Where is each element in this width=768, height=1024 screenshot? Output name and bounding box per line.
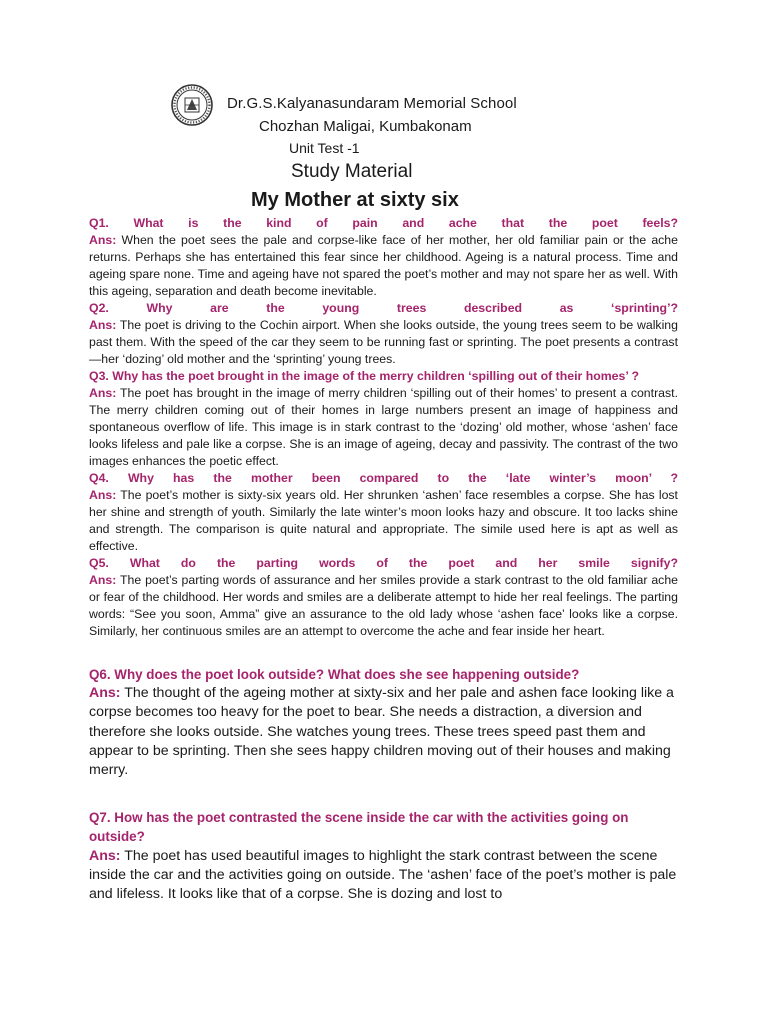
test-name: Unit Test -1 — [289, 140, 360, 156]
question-5: Q5. What do the parting words of the poet and her smile signify? — [89, 556, 678, 570]
school-address: Chozhan Maligai, Kumbakonam — [259, 118, 472, 135]
question-1: Q1. What is the kind of pain and ache that the poet feels? — [89, 216, 678, 230]
question-3: Q3. Why has the poet brought in the image of the merry children ‘spilling out of their homes’ ? — [89, 369, 639, 383]
answer-label: Ans: — [89, 488, 117, 502]
subtitle: Study Material — [291, 161, 413, 182]
answer-7 — [89, 847, 678, 905]
answer-text: The poet has used beautiful images to highlight the stark contrast between the scene inside the car and the activities going on outside. The ‘ashen’ face of the poet’s mother is pale and lifeless. It looks like that of a corpse. She is dozing and lost to — [89, 847, 677, 903]
answer-text: The poet is driving to the Cochin airport. When she looks outside, the young trees seem to be walking past them. With the speed of the car they seem to be running fast or sprinting. The poet presents a contrast—her ‘dozing’ old mother and the ‘sprinting’ young trees. — [89, 318, 678, 366]
answer-6 — [89, 684, 678, 780]
answer-text: The poet’s parting words of assurance and her smiles provide a stark contrast to the old familiar ache or fear of the childhood. Her words and smiles are a deliberate attempt to hide her real feelings. The parting words: “See you soon, Amma” give an assurance to the old lady whose ‘ashen face’ looks like a corpse. Similarly, her continuous smiles are an attempt to overcome the ache and fear inside her heart. — [89, 573, 678, 638]
answer-label: Ans: — [89, 573, 117, 587]
answer-label: Ans: — [89, 233, 117, 247]
answer-5 — [89, 572, 678, 640]
answer-label: Ans: — [89, 685, 121, 702]
answer-text: The poet has brought in the image of merry children ‘spilling out of their homes’ to present a contrast. The merry children coming out of their homes in large numbers present an image of happiness and spontaneous overflow of life. This image is in stark contrast to the ‘dozing’ old mother, whose ‘ashen’ face looks lifeless and pale like a corpse. She is an image of ageing, decay and passivity. The contrast of the two images enhances the poetic effect. — [89, 386, 678, 468]
answer-4 — [89, 487, 678, 555]
question-6: Q6. Why does the poet look outside? What does she see happening outside? — [89, 667, 580, 682]
answer-text: The poet’s mother is sixty-six years old. Her shrunken ‘ashen’ face resembles a corpse. She has lost her shine and strength of youth. Similarly the late winter’s moon looks hazy and obscure. It too lacks shine and strength. The comparison is quite natural and appropriate. The simile used here is apt as well as effective. — [89, 488, 678, 553]
questions-short-block — [89, 215, 678, 640]
answer-2 — [89, 317, 678, 368]
answer-label: Ans: — [89, 847, 121, 864]
answer-text: When the poet sees the pale and corpse-like face of her mother, her old familiar pain or the ache returns. Perhaps she has entertained this fear since her childhood. Ageing is a natural process. Time and ageing spare none. Time and ageing have not spared the poet’s mother and may not spare her as well. With this ageing, separation and death become inevitable. — [89, 233, 678, 298]
question-7: Q7. How has the poet contrasted the scene inside the car with the activities going on outside? — [89, 810, 629, 845]
question-4: Q4. Why has the mother been compared to the ‘late winter’s moon’ ? — [89, 471, 678, 485]
questions-long-block — [89, 665, 678, 904]
school-name: Dr.G.S.Kalyanasundaram Memorial School — [227, 95, 517, 112]
page-title: My Mother at sixty six — [251, 189, 459, 211]
answer-1 — [89, 232, 678, 300]
spacer — [89, 780, 678, 808]
question-2: Q2. Why are the young trees described as ‘sprinting’? — [89, 301, 678, 315]
answer-label: Ans: — [89, 318, 117, 332]
answer-text: The thought of the ageing mother at sixty-six and her pale and ashen face looking like a corpse becomes too heavy for the poet to bear. She needs a distraction, a diversion and therefore she looks outside. She watches young trees. These trees speed past them and appear to be sprinting. Then she sees happy children moving out of their houses and making merry. — [89, 685, 674, 779]
questions-section — [89, 215, 678, 904]
answer-3 — [89, 385, 678, 470]
school-emblem-icon — [170, 83, 214, 127]
answer-label: Ans: — [89, 386, 117, 400]
